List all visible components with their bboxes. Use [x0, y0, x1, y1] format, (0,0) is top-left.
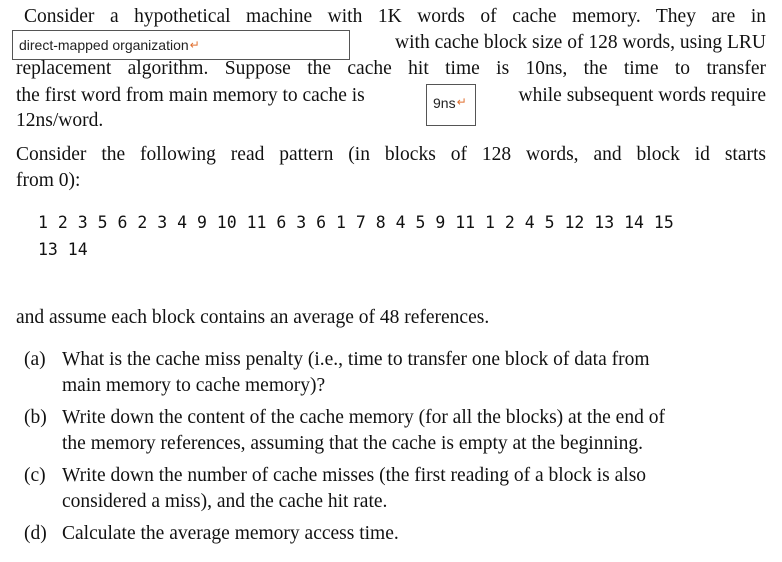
question-a-line-2: main memory to cache memory)?: [62, 375, 326, 396]
intro-line-5: 12ns/word.: [16, 110, 104, 131]
read-pattern-line-2: 13 14: [38, 240, 88, 259]
pattern-intro-line-1: Consider the following read pattern (in blocks of 128 words, and block id starts: [16, 144, 766, 165]
intro-line-1: Consider a hypothetical machine with 1K words of cache memory. They are in: [24, 6, 766, 27]
read-pattern-line-1: 1 2 3 5 6 2 3 4 9 10 11 6 3 6 1 7 8 4 5 9 11 1 2 4 5 12 13 14 15: [38, 213, 674, 232]
assumption-text: and assume each block contains an average of 48 references.: [16, 307, 490, 328]
question-b-label: (b): [24, 407, 47, 428]
intro-line-3: replacement algorithm. Suppose the cache hit time is 10ns, the time to transfer: [16, 58, 766, 79]
return-mark-icon: ↵: [456, 95, 467, 109]
question-d-label: (d): [24, 523, 47, 544]
return-mark-icon: ↵: [189, 38, 200, 52]
pattern-intro-line-2: from 0):: [16, 170, 81, 191]
question-c-label: (c): [24, 465, 46, 486]
question-d-line-1: Calculate the average memory access time.: [62, 523, 399, 544]
question-b-line-2: the memory references, assuming that the cache is empty at the beginning.: [62, 433, 644, 454]
intro-line-4a: the first word from main memory to cache is: [16, 85, 365, 106]
transfer-time-text: 9ns: [433, 95, 456, 111]
organization-edit-box[interactable]: [12, 30, 350, 60]
question-c-line-1: Write down the number of cache misses (the first reading of a block is also: [62, 465, 647, 486]
question-b-line-1: Write down the content of the cache memory (for all the blocks) at the end of: [62, 407, 665, 428]
question-a-line-1: What is the cache miss penalty (i.e., time to transfer one block of data from: [62, 349, 650, 370]
question-c-line-2: considered a miss), and the cache hit rate.: [62, 491, 388, 512]
organization-text: direct-mapped organization: [19, 37, 189, 53]
intro-line-2: with cache block size of 128 words, using LRU: [395, 32, 766, 53]
intro-line-4b: while subsequent words require: [518, 85, 766, 106]
question-a-label: (a): [24, 349, 46, 370]
